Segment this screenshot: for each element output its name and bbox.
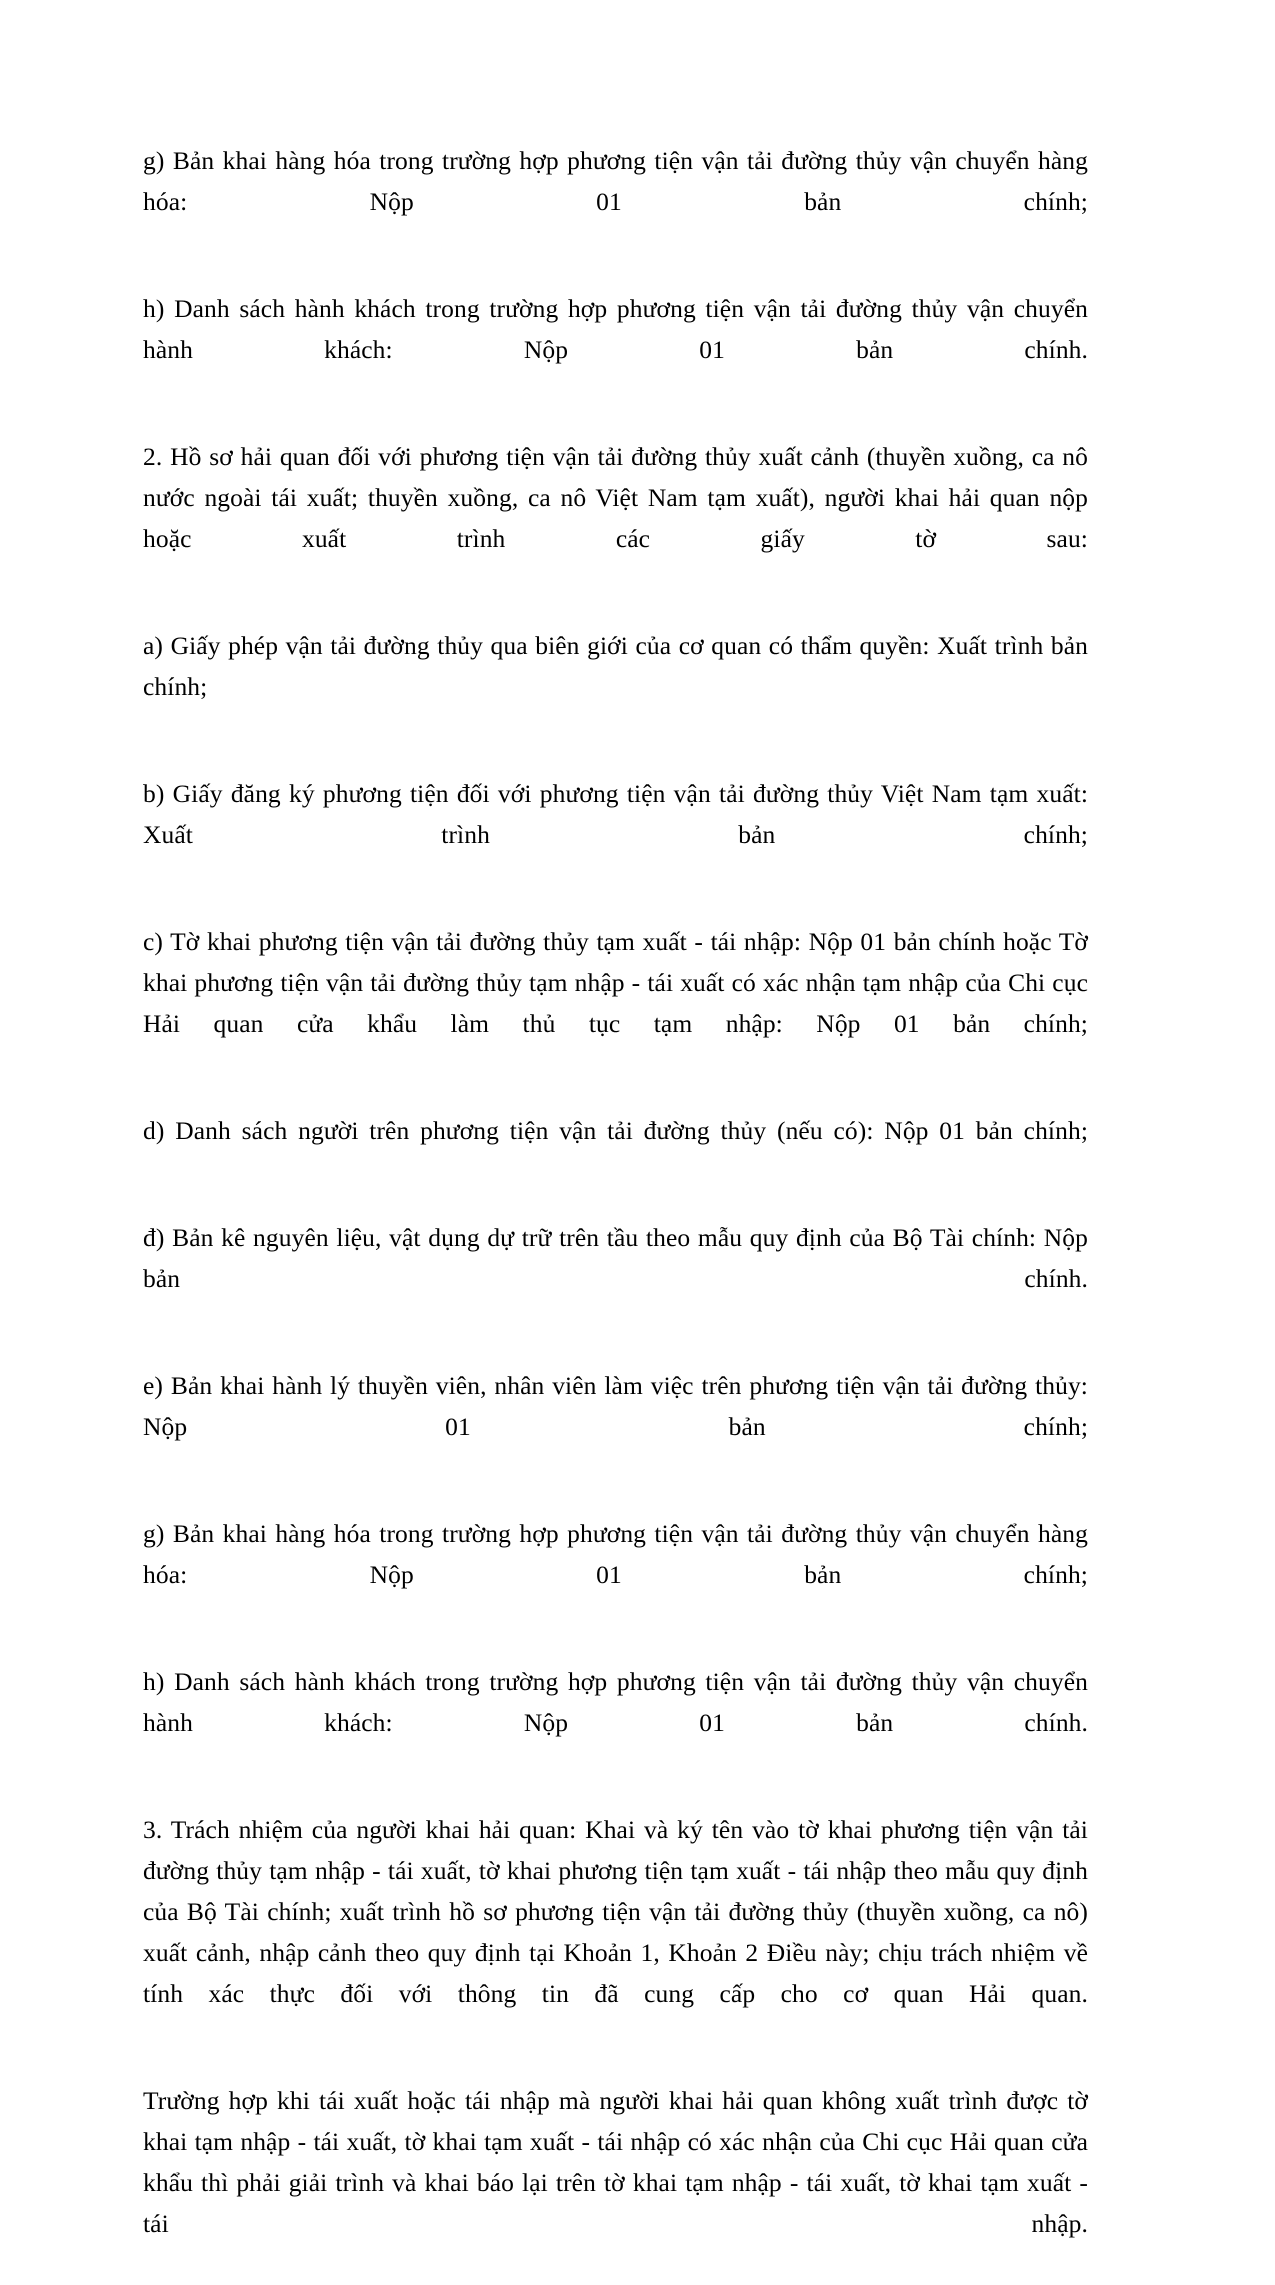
paragraph-item-h-2: h) Danh sách hành khách trong trường hợp phương tiện vận tải đường thủy vận chuyển hành khách: Nộp 01 bản chính. <box>143 1667 1088 1737</box>
paragraph-item-c: c) Tờ khai phương tiện vận tải đường thủy tạm xuất - tái nhập: Nộp 01 bản chính hoặc Tờ khai phương tiện vận tải đường thủy tạm nhập - tái xuất có xác nhận tạm nhập của Chi cục Hải quan cửa khẩu làm thủ tục tạm nhập: Nộp 01 bản chính; <box>143 927 1088 1038</box>
paragraph-item-dd: đ) Bản kê nguyên liệu, vật dụng dự trữ trên tầu theo mẫu quy định của Bộ Tài chính: Nộp bản chính. <box>143 1223 1088 1293</box>
paragraph-item-d: d) Danh sách người trên phương tiện vận tải đường thủy (nếu có): Nộp 01 bản chính; <box>143 1116 1088 1145</box>
paragraph-item-g-2: g) Bản khai hàng hóa trong trường hợp phương tiện vận tải đường thủy vận chuyển hàng hóa: Nộp 01 bản chính; <box>143 1519 1088 1589</box>
paragraph-item-a: a) Giấy phép vận tải đường thủy qua biên giới của cơ quan có thẩm quyền: Xuất trình bản chính; <box>143 631 1088 701</box>
paragraph-item-b: b) Giấy đăng ký phương tiện đối với phương tiện vận tải đường thủy Việt Nam tạm xuất: Xuất trình bản chính; <box>143 779 1088 849</box>
paragraph-clause-3: 3. Trách nhiệm của người khai hải quan: Khai và ký tên vào tờ khai phương tiện vận tải đường thủy tạm nhập - tái xuất, tờ khai phương tiện tạm xuất - tái nhập theo mẫu quy định của Bộ Tài chính; xuất trình hồ sơ phương tiện vận tải đường thủy (thuyền xuồng, ca nô) xuất cảnh, nhập cảnh theo quy định tại Khoản 1, Khoản 2 Điều này; chịu trách nhiệm về tính xác thực đối với thông tin đã cung cấp cho cơ quan Hải quan. <box>143 1815 1088 2008</box>
paragraph-item-h-1: h) Danh sách hành khách trong trường hợp phương tiện vận tải đường thủy vận chuyển hành khách: Nộp 01 bản chính. <box>143 294 1088 364</box>
paragraph-clause-2: 2. Hồ sơ hải quan đối với phương tiện vận tải đường thủy xuất cảnh (thuyền xuồng, ca nô nước ngoài tái xuất; thuyền xuồng, ca nô Việt Nam tạm xuất), người khai hải quan nộp hoặc xuất trình các giấy tờ sau: <box>143 442 1088 553</box>
document-body <box>143 140 1088 2285</box>
paragraph-item-e: e) Bản khai hành lý thuyền viên, nhân viên làm việc trên phương tiện vận tải đường thủy: Nộp 01 bản chính; <box>143 1371 1088 1441</box>
paragraph-closing-paragraph: Trường hợp khi tái xuất hoặc tái nhập mà người khai hải quan không xuất trình được tờ khai tạm nhập - tái xuất, tờ khai tạm xuất - tái nhập có xác nhận của Chi cục Hải quan cửa khẩu thì phải giải trình và khai báo lại trên tờ khai tạm nhập - tái xuất, tờ khai tạm xuất - tái nhập. <box>143 2086 1088 2238</box>
paragraph-item-g-1: g) Bản khai hàng hóa trong trường hợp phương tiện vận tải đường thủy vận chuyển hàng hóa: Nộp 01 bản chính; <box>143 146 1088 216</box>
